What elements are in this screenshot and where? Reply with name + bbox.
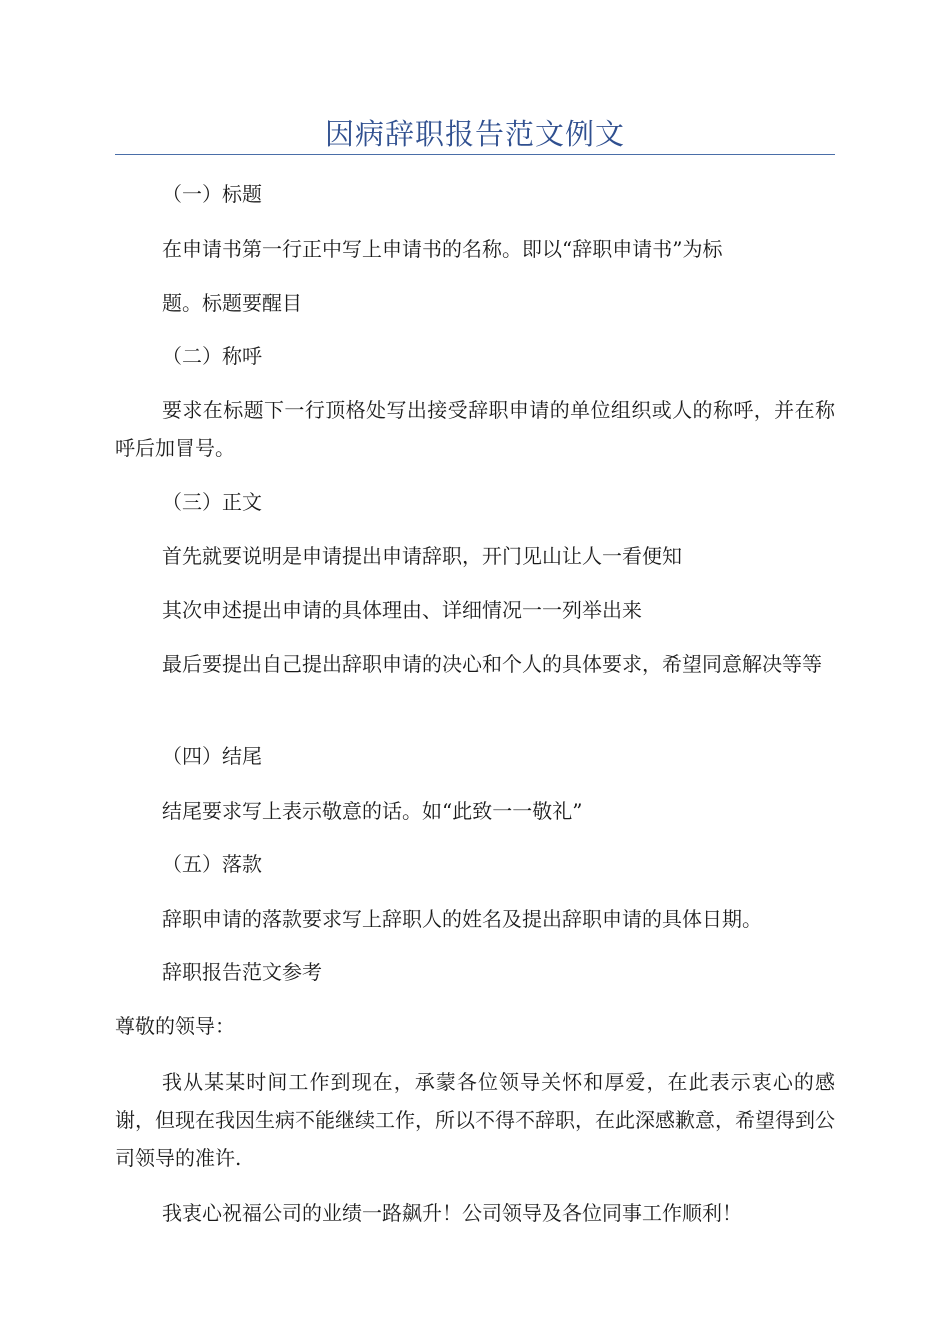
paragraph-title-line-2: 题。标题要醒目 [162,291,302,315]
paragraph-title-line-1: 在申请书第一行正中写上申请书的名称。即以“辞职申请书”为标 [162,237,723,261]
document-title: 因病辞职报告范文例文 [324,117,625,151]
heading-signature-section: （五）落款 [162,852,262,876]
paragraph-closing-rules: 结尾要求写上表示敬意的话。如“此致一一敬礼” [162,799,583,823]
sample-heading: 辞职报告范文参考 [162,960,322,984]
heading-body-section: （三）正文 [162,490,262,514]
letter-body-paragraph-1: 我从某某时间工作到现在，承蒙各位领导关怀和厚爱，在此表示衷心的感谢，但现在我因生病不能继续工作，所以不得不辞职，在此深感歉意，希望得到公司领导的准许. [115,1070,835,1170]
letter-body-paragraph-2: 我衷心祝福公司的业绩一路飙升！公司领导及各位同事工作顺利！ [162,1201,742,1225]
paragraph-body-first: 首先就要说明是申请提出申请辞职，开门见山让人一看便知 [162,544,682,568]
heading-title-section: （一）标题 [162,182,262,206]
paragraph-salutation-rules: 要求在标题下一行顶格处写出接受辞职申请的单位组织或人的称呼，并在称呼后加冒号。 [115,398,835,460]
paragraph-body-last: 最后要提出自己提出辞职申请的决心和个人的具体要求，希望同意解决等等 [162,652,822,676]
heading-closing-section: （四）结尾 [162,744,262,768]
heading-salutation-section: （二）称呼 [162,344,262,368]
letter-salutation: 尊敬的领导： [115,1014,235,1038]
paragraph-signature-rules: 辞职申请的落款要求写上辞职人的姓名及提出辞职申请的具体日期。 [162,907,762,931]
title-underline [115,154,835,155]
paragraph-body-second: 其次申述提出申请的具体理由、详细情况一一列举出来 [162,598,642,622]
